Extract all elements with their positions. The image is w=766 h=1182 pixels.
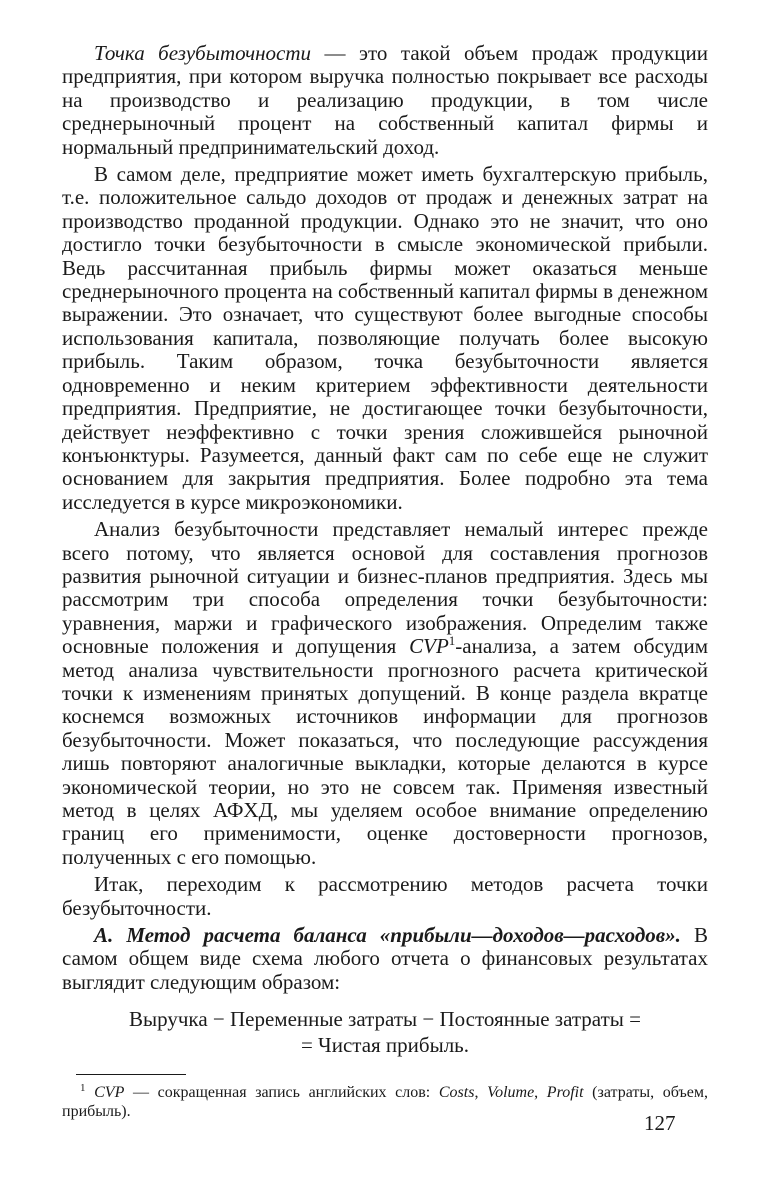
method-a-text: В самом общем виде схема любого отчета о финансовых результатах выглядит следующим образом: <box>62 923 708 994</box>
analysis-text-after: -анализа, а затем обсудим метод анализа чувствительности прогнозного расчета критической точки к изменениям принятых допущений. В конце раздела вкратце коснемся возможных источников информации для прогнозов безубыточности. Может показаться, что последующие рассуждения лишь повторяют аналогичные выкладки, которые делаются в курсе экономической теории, но это не совсем так. Применяя известный метод в целях АФХД, мы уделяем особое внимание определению границ его применимости, оценке достоверности прогнозов, полученных с его помощью. <box>62 634 708 869</box>
footnote-dash: — сокращенная запись английских слов: <box>124 1084 439 1102</box>
cvp-abbreviation: CVP <box>409 634 449 659</box>
definition-text: — это такой объем продаж продукции предприятия, при котором выручка полностью покрывает все расходы на производство и реализацию продукции, в том числе среднерыночный процент на собственный капитал фирмы и нормальный предпринимательский доход. <box>62 41 709 159</box>
footnote-marker: 1 <box>448 633 456 649</box>
term-breakeven-point: Точка безубыточности <box>94 41 311 65</box>
paragraph-accounting-profit: В самом деле, предприятие может иметь бухгалтерскую прибыль, т.е. положительное сальдо доходов от продаж и денежных затрат на производство проданной продукции. Однако это не значит, что оно достигло точки безубыточности в смысле экономической прибыли. Ведь рассчитанная прибыль фирмы может оказаться меньше среднерыночного процента на собственный капитал фирмы в денежном выражении. Это означает, что существуют более выгодные способы использования капитала, позволяющие получать более высокую прибыль. Таким образом, точка безубыточности является одновременно и неким критерием эффективности деятельности предприятия. Предприятие, не достигающее точки безубыточности, действует неэффективно с точки зрения сложившейся рыночной конъюнктуры. Разумеется, данный факт сам по себе еще не служит основанием для закрытия предприятия. Более подробно эта тема исследуется в курсе микроэкономики. <box>62 162 708 514</box>
footnote-divider <box>76 1074 186 1075</box>
footnote-sep-1: , <box>474 1084 488 1102</box>
footnote-tail: (затраты, объем, прибыль). <box>62 1084 708 1121</box>
paragraph-method-a <box>62 924 708 994</box>
footnote-word-costs: Costs <box>438 1084 475 1102</box>
footnote-abbr: CVP <box>94 1084 125 1102</box>
page-number: 127 <box>644 1111 676 1135</box>
paragraph-transition: Итак, переходим к рассмотрению методов расчета точки безубыточности. <box>62 872 708 920</box>
footnote-sep-2: , <box>534 1084 547 1102</box>
paragraph-breakeven-analysis <box>62 518 708 869</box>
paragraph-definition <box>62 42 708 159</box>
profit-formula <box>62 1006 708 1058</box>
footnote <box>62 1083 708 1121</box>
footnote-word-profit: Profit <box>546 1084 584 1102</box>
footnote-number: 1 <box>80 1082 86 1095</box>
method-a-heading: А. Метод расчета баланса «прибыли—доходов—расходов». <box>94 923 681 948</box>
formula-line-1: Выручка − Переменные затраты − Постоянные затраты = <box>129 1007 641 1032</box>
analysis-text-before: Анализ безубыточности представляет немалый интерес прежде всего потому, что является основой для составления прогнозов развития рыночной ситуации и бизнес-планов предприятия. Здесь мы рассмотрим три способа определения точки безубыточности: уравнения, маржи и графического изображения. Определим также основные положения и допущения <box>62 517 708 659</box>
formula-line-2: = Чистая прибыль. <box>300 1033 470 1058</box>
footnote-word-volume: Volume <box>487 1084 535 1102</box>
